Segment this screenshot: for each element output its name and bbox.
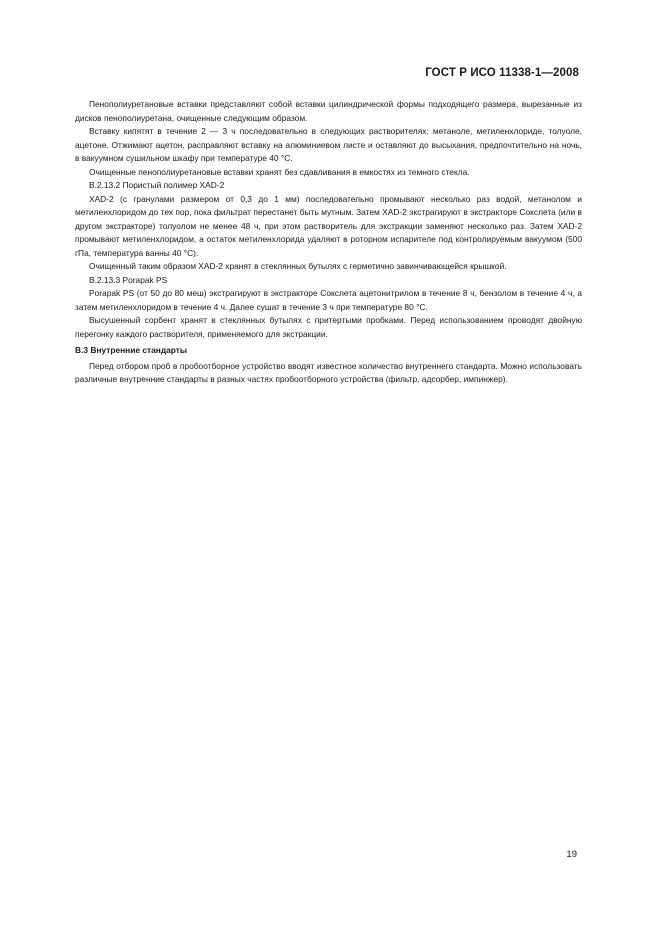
paragraph-sorbent-storage: Высушенный сорбент хранят в стеклянных бутылях с притертыми пробками. Перед использованием проводят двойную перегонку каждого растворителя, применяемого для экстракции. (75, 315, 582, 339)
document-body (75, 98, 582, 387)
subsection-b-2-13-2: В.2.13.2 Пористый полимер XAD-2 (89, 180, 225, 190)
paragraph-storage-pu: Очищенные пенополиуретановые вставки хранят без сдавливания в емкостях из темного стекла. (89, 166, 470, 177)
paragraph-xad2-washing: XAD-2 (с гранулами размером от 0,3 до 1 мм) последовательно промывают несколько раз водой, метанолом и метиленхлоридом до тех пор, пока фильтрат перестанет быть мутным. Затем XAD-2 экстрагируют в экстракторе Сокслета (или в другом экстракторе) толуолом не менее 48 ч, при этом растворитель для экстракции заменяют несколько раз. Затем XAD-2 промывают метиленхлоридом, а остаток метиленхлорида удаляют в роторном испарителе под контролируемым вакуумом (500 гПа, температура ванны 40 °С). (75, 193, 582, 258)
page-number: 19 (566, 849, 577, 860)
paragraph-internal-standards: Перед отбором проб в пробоотборное устройство вводят известное количество внутреннего стандарта. Можно использовать различные внутренние стандарты в разных частях пробоотборного устройства (фильтр, адсорбер, импинжер). (75, 360, 582, 384)
paragraph-boiling: Вставку кипятят в течение 2 — 3 ч последовательно в следующих растворителях: метаноле, метиленхлориде, толуоле, ацетоне. Отжимают ацетон, расправляют вставку на алюминиевом листе и оставляют до высыхания, предпочтительно на ночь, в вакуумном сушильном шкафу при температуре 40 °С. (75, 126, 582, 163)
document-header: ГОСТ Р ИСО 11338-1—2008 (425, 67, 579, 79)
paragraph-porapak-extraction: Porapak PS (от 50 до 80 меш) экстрагируют в экстракторе Сокслета ацетонитрилом в течение 8 ч, бензолом в течение 4 ч, а затем метиленхлоридом в течение 4 ч. Далее сушат в течение 3 ч при температуре 80 °С. (75, 288, 582, 312)
subsection-b-2-13-3: В.2.13.3 Porapak PS (89, 274, 168, 285)
paragraph-xad2-storage: Очищенный таким образом XAD-2 хранят в стеклянных бутылях с герметично завинчивающейся крышкой. (89, 261, 507, 271)
paragraph-pu-inserts: Пенополиуретановые вставки представляют собой вставки цилиндрической формы подходящего размера, вырезанные из дисков пенополиуретана, очищенные следующим образом. (75, 99, 582, 123)
section-heading-b3: В.3 Внутренние стандарты (75, 345, 188, 355)
